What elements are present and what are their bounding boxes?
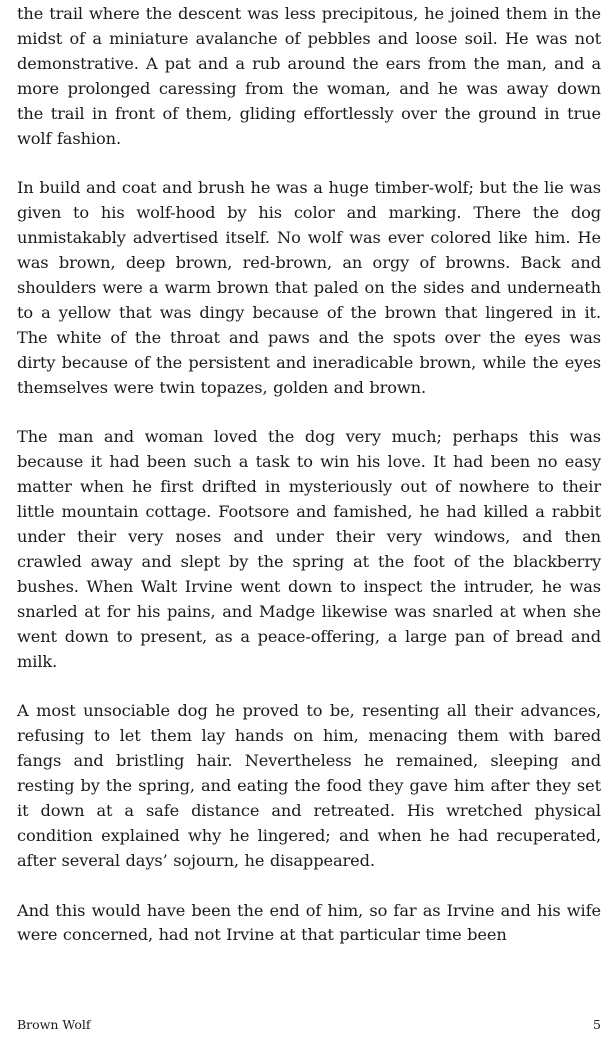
page-body <box>17 2 601 948</box>
paragraph-5: And this would have been the end of him, so far as Irvine and his wife were concerned, had not Irvine at that particular time been <box>17 900 601 945</box>
paragraph-2: In build and coat and brush he was a huge timber-wolf; but the lie was given to his wolf-hood by his color and marking. There the dog unmistakably advertised itself. No wolf was ever colored like him. He was brown, deep brown, red-brown, an orgy of browns. Back and shoulders were a warm brown that paled on the sides and underneath to a yellow that was dingy because of the brown that lingered in it. The white of the throat and paws and the spots over the eyes was dirty because of the persistent and ineradicable brown, while the eyes themselves were twin topazes, golden and brown. <box>17 178 601 397</box>
paragraph-4: A most unsociable dog he proved to be, resenting all their advances, refusing to let them lay hands on him, menacing them with bared fangs and bristling hair. Nevertheless he remained, sleeping and resting by the spring, and eating the food they gave him after they set it down at a safe distance and retreated. His wretched physical condition explained why he lingered; and when he had recuperated, after several days’ sojourn, he disappeared. <box>17 701 601 870</box>
paragraph-3: The man and woman loved the dog very much; perhaps this was because it had been such a task to win his love. It had been no easy matter when he first drifted in mysteriously out of nowhere to their little mountain cottage. Footsore and famished, he had killed a rabbit under their very noses and under their very windows, and then crawled away and slept by the spring at the foot of the blackberry bushes. When Walt Irvine went down to inspect the intruder, he was snarled at for his pains, and Madge likewise was snarled at when she went down to present, as a peace-offering, a large pan of bread and milk. <box>17 427 601 671</box>
page-number: 5 <box>593 1017 601 1032</box>
paragraph-1: the trail where the descent was less precipitous, he joined them in the midst of a miniature avalanche of pebbles and loose soil. He was not demonstrative. A pat and a rub around the ears from the man, and a more prolonged caressing from the woman, and he was away down the trail in front of them, gliding effortlessly over the ground in true wolf fashion. <box>17 4 601 148</box>
running-footer-title: Brown Wolf <box>17 1017 91 1032</box>
